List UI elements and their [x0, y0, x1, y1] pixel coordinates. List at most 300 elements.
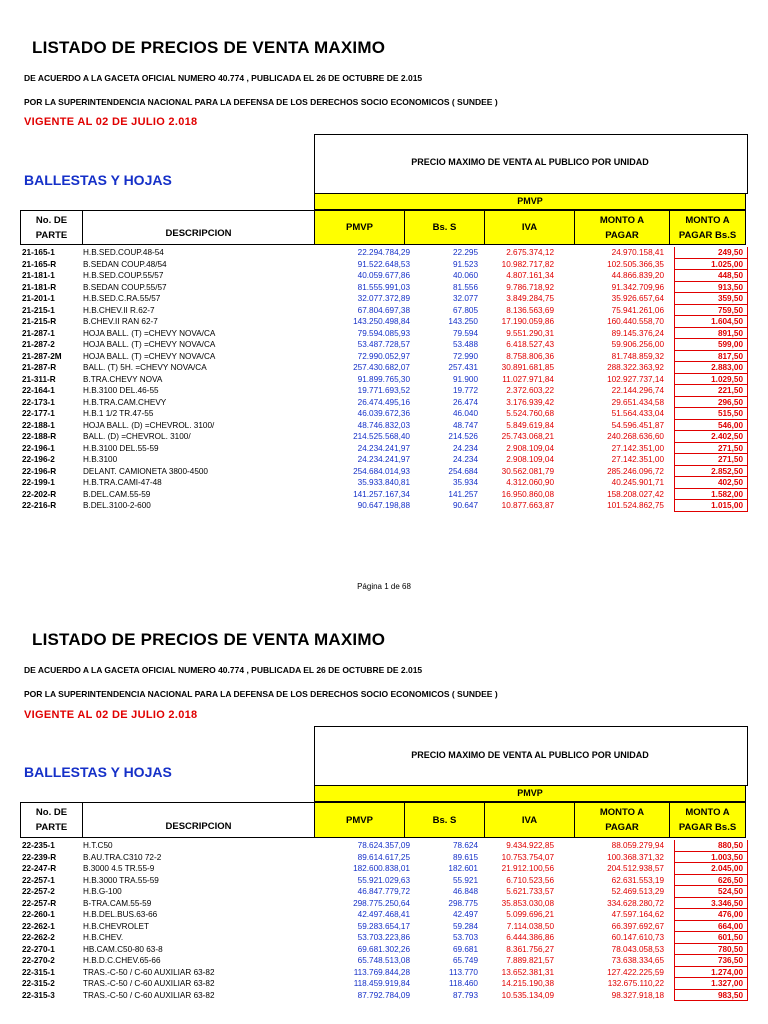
- table-row: [20, 316, 748, 328]
- pagar-value: 402,50: [674, 477, 748, 489]
- pmvp-value: 182.600.838,01: [353, 864, 410, 873]
- price-table-page-1: [20, 247, 748, 512]
- table-row: [20, 489, 748, 501]
- description: BALL. (T) 5H. =CHEVY NOVA/CA: [83, 363, 207, 372]
- bs-value: 118.460: [449, 979, 478, 988]
- pmvp-band: PMVP: [314, 193, 746, 210]
- authority-note: POR LA SUPERINTENDENCIA NACIONAL PARA LA DEFENSA DE LOS DERECHOS SOCIO ECONOMICOS ( SUNDEE ): [24, 689, 498, 699]
- bs-value: 24.234: [452, 455, 478, 464]
- table-row: [20, 247, 748, 259]
- table-row: [20, 339, 748, 351]
- bs-value: 182.601: [448, 864, 478, 873]
- monto-value: 44.866.839,20: [611, 271, 664, 280]
- part-number: 21-201-1: [22, 294, 55, 303]
- monto-value: 127.422.225,59: [607, 967, 664, 977]
- part-number: 22-177-1: [22, 409, 55, 418]
- description: HOJA BALL. (T) =CHEVY NOVA/CA: [83, 328, 216, 338]
- monto-value: 81.748.859,32: [611, 351, 664, 361]
- pagar-value: 736,50: [674, 955, 748, 967]
- pagar-value: 599,00: [674, 339, 748, 351]
- description: DELANT. CAMIONETA 3800-4500: [83, 466, 208, 476]
- pmvp-value: 26.474.495,16: [357, 397, 410, 407]
- part-number: 21-287-2: [22, 340, 55, 349]
- pmvp-value: 298.775.250,64: [353, 898, 410, 908]
- section-title: BALLESTAS Y HOJAS: [24, 764, 172, 780]
- table-row: [20, 362, 748, 374]
- table-row: [20, 397, 748, 409]
- description: H.B.3000 TRA.55-59: [83, 875, 159, 885]
- pagar-value: 1.274,00: [674, 967, 748, 979]
- pagar-value: 2.883,00: [674, 362, 748, 374]
- description: TRAS.-C-50 / C-60 AUXILIAR 63-82: [83, 990, 215, 1000]
- pagar-value: 780,50: [674, 944, 748, 956]
- iva-value: 3.176.939,42: [506, 397, 554, 407]
- bs-value: 59.284: [452, 921, 478, 931]
- col-bs-header: Bs. S: [405, 210, 485, 245]
- monto-value: 204.512.938,57: [607, 864, 664, 873]
- iva-value: 4.312.060,90: [506, 478, 554, 487]
- monto-value: 51.564.433,04: [611, 409, 664, 418]
- pmvp-value: 24.234.241,97: [357, 443, 410, 453]
- part-number: 22-188-R: [22, 432, 57, 441]
- monto-value: 35.926.657,64: [611, 294, 664, 303]
- part-number: 22-262-1: [22, 921, 55, 931]
- bs-value: 65.749: [452, 956, 478, 965]
- pmvp-value: 90.647.198,88: [357, 501, 410, 510]
- col-monto-header: MONTO A PAGAR: [575, 802, 670, 838]
- pagar-value: 296,50: [674, 397, 748, 409]
- table-row: [20, 374, 748, 386]
- part-number: 22-257-1: [22, 875, 55, 885]
- bs-value: 143.250: [448, 317, 478, 326]
- monto-value: 62.631.553,19: [611, 875, 664, 885]
- pmvp-value: 65.748.513,08: [357, 956, 410, 965]
- bs-value: 26.474: [452, 397, 478, 407]
- pagar-value: 983,50: [674, 990, 748, 1002]
- part-number: 21-181-R: [22, 282, 57, 292]
- pmvp-value: 113.769.844,28: [353, 967, 410, 977]
- monto-value: 132.675.110,22: [607, 979, 664, 988]
- table-row: [20, 840, 748, 852]
- pagar-value: 880,50: [674, 840, 748, 852]
- monto-value: 285.246.096,72: [607, 466, 664, 476]
- table-row: [20, 944, 748, 956]
- pmvp-value: 42.497.468,41: [357, 910, 410, 919]
- pmvp-value: 40.059.677,86: [357, 271, 410, 280]
- pagar-value: 1.604,50: [674, 316, 748, 328]
- col-pagar-header: MONTO A PAGAR Bs.S: [670, 802, 746, 838]
- bs-value: 35.934: [452, 478, 478, 487]
- part-number: 21-287-1: [22, 328, 55, 338]
- iva-value: 2.908.109,04: [506, 443, 554, 453]
- bs-value: 40.060: [452, 271, 478, 280]
- description: B.SEDAN COUP.48/54: [83, 259, 167, 269]
- iva-value: 17.190.059,86: [501, 317, 554, 326]
- table-row: [20, 466, 748, 478]
- pagar-value: 626,50: [674, 875, 748, 887]
- part-number: 22-239-R: [22, 852, 57, 862]
- validity-date: VIGENTE AL 02 DE JULIO 2.018: [24, 116, 198, 128]
- monto-value: 160.440.558,70: [607, 317, 664, 326]
- iva-value: 2.908.109,04: [506, 455, 554, 464]
- iva-value: 5.099.696,21: [506, 910, 554, 919]
- description: B.DEL.3100-2-600: [83, 501, 151, 510]
- description: B.TRA.CHEVY NOVA: [83, 374, 163, 384]
- bs-value: 91.900: [452, 374, 478, 384]
- monto-value: 29.651.434,58: [611, 397, 664, 407]
- table-row: [20, 978, 748, 990]
- monto-value: 47.597.164,62: [611, 910, 664, 919]
- bs-value: 24.234: [452, 443, 478, 453]
- description: H.B.TRA.CAMI-47-48: [83, 478, 162, 487]
- iva-value: 14.215.190,38: [501, 979, 554, 988]
- description: HOJA BALL. (T) =CHEVY NOVA/CA: [83, 340, 216, 349]
- pagar-value: 271,50: [674, 443, 748, 455]
- iva-value: 11.027.971,84: [502, 374, 554, 384]
- bs-value: 214.526: [448, 432, 478, 441]
- bs-value: 87.793: [452, 990, 478, 1000]
- pagar-value: 271,50: [674, 454, 748, 466]
- pagar-value: 664,00: [674, 921, 748, 933]
- bs-value: 53.703: [452, 933, 478, 942]
- bs-value: 53.488: [452, 340, 478, 349]
- bs-value: 141.257: [448, 489, 478, 499]
- iva-value: 13.652.381,31: [501, 967, 554, 977]
- monto-value: 91.342.709,96: [611, 282, 664, 292]
- pagar-value: 249,50: [674, 247, 748, 259]
- pmvp-value: 67.804.697,38: [357, 305, 410, 315]
- description: TRAS.-C-50 / C-60 AUXILIAR 63-82: [83, 979, 215, 988]
- bs-value: 46.848: [452, 887, 478, 896]
- bs-value: 69.681: [452, 944, 478, 954]
- table-row: [20, 443, 748, 455]
- table-row: [20, 875, 748, 887]
- part-number: 22-270-2: [22, 956, 55, 965]
- part-number: 22-196-R: [22, 466, 57, 476]
- gazette-note: DE ACUERDO A LA GACETA OFICIAL NUMERO 40.774 , PUBLICADA EL 26 DE OCTUBRE DE 2.015: [24, 665, 423, 675]
- bs-value: 90.647: [452, 501, 478, 510]
- pagar-value: 891,50: [674, 328, 748, 340]
- description: H.B.D.C.CHEV.65-66: [83, 956, 161, 965]
- monto-value: 66.397.692,67: [611, 921, 664, 931]
- description: H.B.DEL.BUS.63-66: [83, 910, 158, 919]
- iva-value: 5.524.760,68: [506, 409, 554, 418]
- section-title: BALLESTAS Y HOJAS: [24, 172, 172, 188]
- iva-value: 9.551.290,31: [506, 328, 554, 338]
- pmvp-value: 53.703.223,86: [357, 933, 410, 942]
- monto-value: 102.505.366,35: [607, 259, 664, 269]
- monto-value: 59.906.256,00: [611, 340, 664, 349]
- monto-value: 89.145.376,24: [611, 328, 664, 338]
- description: HOJA BALL. (D) =CHEVROL. 3100/: [83, 420, 215, 430]
- part-number: 21-287-2M: [22, 351, 62, 361]
- pmvp-value: 35.933.840,81: [357, 478, 410, 487]
- iva-value: 10.877.663,87: [501, 501, 554, 510]
- pmvp-value: 91.522.648,53: [357, 259, 410, 269]
- monto-value: 101.524.862,75: [607, 501, 664, 510]
- table-row: [20, 863, 748, 875]
- pagar-value: 359,50: [674, 293, 748, 305]
- validity-date: VIGENTE AL 02 DE JULIO 2.018: [24, 709, 198, 721]
- part-number: 22-188-1: [22, 420, 55, 430]
- table-row: [20, 909, 748, 921]
- table-row: [20, 852, 748, 864]
- monto-value: 24.970.158,41: [611, 248, 664, 257]
- description: H.B.1 1/2 TR.47-55: [83, 409, 154, 418]
- iva-value: 10.982.717,82: [501, 259, 554, 269]
- col-part-header: No. DE PARTE: [20, 210, 83, 245]
- pmvp-value: 79.594.085,93: [357, 328, 410, 338]
- part-number: 22-260-1: [22, 910, 55, 919]
- table-row: [20, 351, 748, 363]
- bs-value: 113.770: [449, 967, 478, 977]
- bs-value: 298.775: [448, 898, 478, 908]
- part-number: 22-315-1: [22, 967, 55, 977]
- col-part-header: No. DE PARTE: [20, 802, 83, 838]
- table-row: [20, 932, 748, 944]
- pmvp-value: 118.459.919,84: [353, 979, 410, 988]
- monto-value: 40.245.901,71: [611, 478, 664, 487]
- iva-value: 8.758.806,36: [506, 351, 554, 361]
- description: HB.CAM.C50-80 63-8: [83, 944, 163, 954]
- monto-value: 27.142.351,00: [611, 455, 664, 464]
- iva-value: 10.753.754,07: [501, 852, 554, 862]
- pmvp-value: 257.430.682,07: [353, 363, 410, 372]
- pagar-value: 601,50: [674, 932, 748, 944]
- table-row: [20, 431, 748, 443]
- part-number: 22-202-R: [22, 489, 57, 499]
- iva-value: 10.535.134,09: [501, 990, 554, 1000]
- col-desc-header: DESCRIPCION: [83, 210, 315, 245]
- part-number: 21-165-1: [22, 248, 55, 257]
- description: B.3000 4.5 TR.55-9: [83, 864, 155, 873]
- part-number: 21-165-R: [22, 259, 57, 269]
- iva-value: 9.786.718,92: [506, 282, 554, 292]
- pmvp-value: 19.771.693,52: [357, 386, 410, 395]
- price-box-title: PRECIO MAXIMO DE VENTA AL PUBLICO POR UNIDAD: [411, 157, 649, 167]
- bs-value: 78.624: [452, 841, 478, 850]
- part-number: 21-287-R: [22, 363, 57, 372]
- pmvp-value: 78.624.357,09: [357, 841, 410, 850]
- part-number: 21-181-1: [22, 271, 55, 280]
- pmvp-value: 72.990.052,97: [357, 351, 410, 361]
- description: H.B.CHEVROLET: [83, 921, 149, 931]
- table-row: [20, 886, 748, 898]
- table-row: [20, 420, 748, 432]
- pagar-value: 221,50: [674, 385, 748, 397]
- pmvp-value: 48.746.832,03: [357, 420, 410, 430]
- table-row: [20, 921, 748, 933]
- table-row: [20, 282, 748, 294]
- iva-value: 7.889.821,57: [506, 956, 554, 965]
- iva-value: 30.562.081,79: [501, 466, 554, 476]
- page-title: LISTADO DE PRECIOS DE VENTA MAXIMO: [32, 630, 386, 649]
- pagar-value: 448,50: [674, 270, 748, 282]
- pmvp-value: 46.847.779,72: [357, 887, 410, 896]
- iva-value: 9.434.922,85: [506, 841, 554, 850]
- pagar-value: 1.025,00: [674, 259, 748, 271]
- pagar-value: 2.045,00: [674, 863, 748, 875]
- pmvp-value: 22.294.784,29: [357, 248, 410, 257]
- part-number: 22-164-1: [22, 386, 55, 395]
- col-pmvp-header: PMVP: [315, 802, 405, 838]
- monto-value: 98.327.918,18: [611, 990, 664, 1000]
- pagar-value: 1.015,00: [674, 500, 748, 512]
- col-iva-header: IVA: [485, 210, 575, 245]
- description: BALL. (D) =CHEVROL. 3100/: [83, 432, 191, 441]
- monto-value: 88.059.279,94: [611, 841, 664, 850]
- col-pagar-header: MONTO A PAGAR Bs.S: [670, 210, 746, 245]
- part-number: 21-311-R: [22, 374, 56, 384]
- page-title: LISTADO DE PRECIOS DE VENTA MAXIMO: [32, 38, 386, 57]
- pagar-value: 817,50: [674, 351, 748, 363]
- iva-value: 5.849.619,84: [506, 420, 554, 430]
- iva-value: 8.361.756,27: [506, 944, 554, 954]
- part-number: 22-196-2: [22, 455, 55, 464]
- part-number: 22-235-1: [22, 841, 55, 850]
- iva-value: 2.675.374,12: [506, 248, 554, 257]
- pmvp-value: 143.250.498,84: [353, 317, 410, 326]
- description: B.SEDAN COUP.55/57: [83, 282, 167, 292]
- col-bs-header: Bs. S: [405, 802, 485, 838]
- bs-value: 81.556: [452, 282, 478, 292]
- iva-value: 25.743.068,21: [501, 432, 554, 441]
- monto-value: 102.927.737,14: [607, 374, 664, 384]
- iva-value: 5.621.733,57: [506, 887, 554, 896]
- iva-value: 4.807.161,34: [506, 271, 554, 280]
- monto-value: 75.941.261,06: [611, 305, 664, 315]
- monto-value: 60.147.610,73: [611, 933, 664, 942]
- pmvp-value: 24.234.241,97: [357, 455, 410, 464]
- table-row: [20, 270, 748, 282]
- pmvp-value: 254.684.014,93: [353, 466, 410, 476]
- description: H.B.CHEV.: [83, 933, 124, 942]
- monto-value: 73.638.334,65: [611, 956, 664, 965]
- monto-value: 240.268.636,60: [607, 432, 664, 441]
- part-number: 22-315-2: [22, 979, 55, 988]
- iva-value: 7.114.038,50: [506, 921, 554, 931]
- description: TRAS.-C-50 / C-60 AUXILIAR 63-82: [83, 967, 215, 977]
- table-row: [20, 259, 748, 271]
- part-number: 22-262-2: [22, 933, 55, 942]
- table-row: [20, 454, 748, 466]
- pmvp-value: 59.283.654,17: [357, 921, 410, 931]
- table-row: [20, 293, 748, 305]
- authority-note: POR LA SUPERINTENDENCIA NACIONAL PARA LA DEFENSA DE LOS DERECHOS SOCIO ECONOMICOS ( SUNDEE ): [24, 97, 498, 107]
- table-row: [20, 955, 748, 967]
- description: H.T.C50: [83, 841, 113, 850]
- pagar-value: 3.346,50: [674, 898, 748, 910]
- iva-value: 30.891.681,85: [501, 363, 554, 372]
- bs-value: 48.747: [452, 420, 478, 430]
- part-number: 22-216-R: [22, 501, 57, 510]
- part-number: 22-173-1: [22, 397, 55, 407]
- iva-value: 35.853.030,08: [501, 898, 554, 908]
- col-pmvp-header: PMVP: [315, 210, 405, 245]
- table-row: [20, 477, 748, 489]
- bs-value: 72.990: [452, 351, 478, 361]
- monto-value: 100.368.371,32: [607, 852, 664, 862]
- table-row: [20, 305, 748, 317]
- pagar-value: 759,50: [674, 305, 748, 317]
- page-number: Página 1 de 68: [357, 582, 411, 591]
- price-box-title: PRECIO MAXIMO DE VENTA AL PUBLICO POR UNIDAD: [411, 750, 649, 760]
- iva-value: 2.372.603,22: [506, 386, 554, 395]
- bs-value: 89.615: [452, 852, 478, 862]
- bs-value: 55.921: [452, 875, 478, 885]
- part-number: 22-315-3: [22, 990, 55, 1000]
- table-row: [20, 500, 748, 512]
- description: B.AU.TRA.C310 72-2: [83, 852, 162, 862]
- pmvp-value: 46.039.672,36: [357, 409, 410, 418]
- monto-value: 22.144.296,74: [611, 386, 664, 395]
- bs-value: 42.497: [452, 910, 478, 919]
- description: H.B.TRA.CAM.CHEVY: [83, 397, 167, 407]
- part-number: 22-270-1: [22, 944, 55, 954]
- iva-value: 16.950.860,08: [501, 489, 554, 499]
- bs-value: 46.040: [452, 409, 478, 418]
- pmvp-value: 69.681.302,26: [357, 944, 410, 954]
- part-number: 22-196-1: [22, 443, 55, 453]
- monto-value: 54.596.451,87: [611, 420, 664, 430]
- bs-value: 254.684: [448, 466, 478, 476]
- pmvp-value: 141.257.167,34: [353, 489, 410, 499]
- bs-value: 19.772: [452, 386, 478, 395]
- description: H.B.3100 DEL.55-59: [83, 443, 159, 453]
- description: H.B.3100 DEL.46-55: [83, 386, 159, 395]
- pagar-value: 1.029,50: [674, 374, 748, 386]
- table-row: [20, 385, 748, 397]
- monto-value: 288.322.363,92: [607, 363, 664, 372]
- bs-value: 79.594: [452, 328, 478, 338]
- description: B.DEL.CAM.55-59: [83, 489, 151, 499]
- pagar-value: 2.402,50: [674, 431, 748, 443]
- table-row: [20, 898, 748, 910]
- monto-value: 78.043.058,53: [611, 944, 664, 954]
- monto-value: 52.469.513,29: [611, 887, 664, 896]
- pmvp-value: 53.487.728,57: [357, 340, 410, 349]
- part-number: 22-257-R: [22, 898, 57, 908]
- description: H.B.SED.COUP.48-54: [83, 248, 164, 257]
- pagar-value: 515,50: [674, 408, 748, 420]
- bs-value: 32.077: [452, 294, 478, 303]
- pagar-value: 524,50: [674, 886, 748, 898]
- description: HOJA BALL. (T) =CHEVY NOVA/CA: [83, 351, 216, 361]
- description: H.B.SED.C.RA.55/57: [83, 294, 161, 303]
- part-number: 22-257-2: [22, 887, 55, 896]
- pagar-value: 476,00: [674, 909, 748, 921]
- pagar-value: 2.852,50: [674, 466, 748, 478]
- part-number: 22-247-R: [22, 864, 57, 873]
- part-number: 21-215-R: [22, 317, 57, 326]
- description: B.CHEV.II RAN 62-7: [83, 317, 158, 326]
- description: H.B.3100: [83, 455, 118, 464]
- pagar-value: 1.582,00: [674, 489, 748, 501]
- pmvp-value: 89.614.617,25: [357, 852, 410, 862]
- pagar-value: 1.327,00: [674, 978, 748, 990]
- bs-value: 257.431: [448, 363, 478, 372]
- col-iva-header: IVA: [485, 802, 575, 838]
- pagar-value: 1.003,50: [674, 852, 748, 864]
- col-desc-header: DESCRIPCION: [83, 802, 315, 838]
- part-number: 21-215-1: [22, 305, 55, 315]
- description: H.B.G-100: [83, 887, 122, 896]
- pmvp-value: 214.525.568,40: [353, 432, 410, 441]
- pmvp-value: 87.792.784,09: [357, 990, 410, 1000]
- bs-value: 67.805: [452, 305, 478, 315]
- iva-value: 6.444.386,86: [506, 933, 554, 942]
- iva-value: 6.710.523,56: [506, 875, 554, 885]
